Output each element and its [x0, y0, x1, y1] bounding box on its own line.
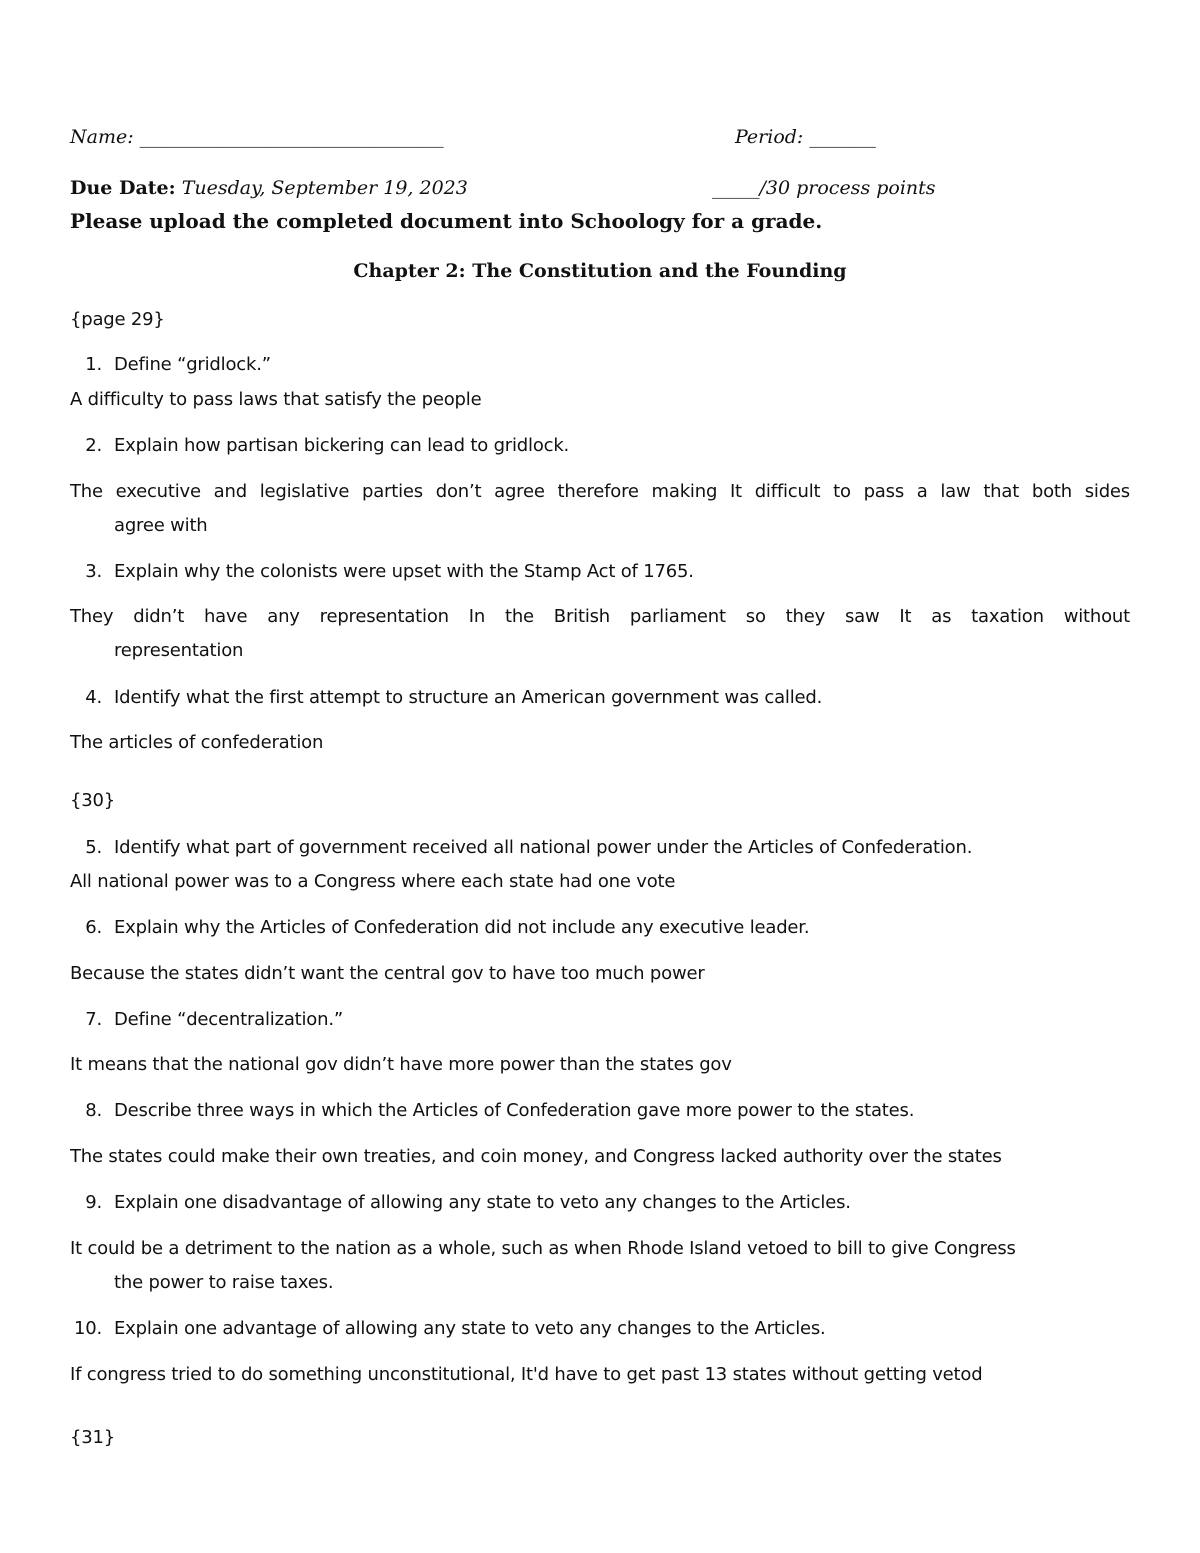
name-field: Name: ________________________________: [70, 126, 444, 148]
question-text: Identify what part of government received all national power under the Articles of Confederation.: [114, 837, 973, 858]
question-number: 5.: [85, 837, 102, 858]
answer-1: A difficulty to pass laws that satisfy the people: [70, 389, 482, 410]
question-number: 7.: [85, 1009, 102, 1030]
due-date-value: Tuesday, September 19, 2023: [181, 177, 468, 199]
question-text: Identify what the first attempt to structure an American government was called.: [114, 687, 823, 708]
answer-7: It means that the national gov didn’t have more power than the states gov: [70, 1054, 732, 1075]
upload-instruction: Please upload the completed document into Schoology for a grade.: [70, 209, 823, 233]
question-number: 3.: [85, 561, 102, 582]
question-5: [70, 836, 972, 860]
answer-6: Because the states didn’t want the central gov to have too much power: [70, 963, 705, 984]
due-date-label: Due Date:: [70, 177, 176, 199]
question-number: 4.: [85, 687, 102, 708]
answer-line: It could be a detriment to the nation as a whole, such as when Rhode Island vetoed to bill to give Congress: [70, 1238, 1016, 1259]
answer-line: They didn’t have any representation In the British parliament so they saw It as taxation without: [70, 606, 1130, 627]
question-number: 1.: [85, 354, 102, 375]
question-8: [70, 1099, 914, 1123]
question-text: Define “gridlock.”: [114, 354, 271, 375]
answer-5: All national power was to a Congress where each state had one vote: [70, 871, 676, 892]
question-text: Explain how partisan bickering can lead to gridlock.: [114, 435, 570, 456]
question-3: [70, 560, 694, 584]
chapter-title: Chapter 2: The Constitution and the Founding: [353, 260, 847, 282]
question-text: Explain one advantage of allowing any state to veto any changes to the Articles.: [114, 1318, 826, 1339]
answer-line: representation: [114, 640, 244, 661]
question-number: 9.: [85, 1192, 102, 1213]
answer-line: The executive and legislative parties don’t agree therefore making It difficult to pass a law that both sides: [70, 481, 1130, 502]
question-number: 6.: [85, 917, 102, 938]
answer-4: The articles of confederation: [70, 732, 324, 753]
question-10: [70, 1317, 826, 1341]
question-9: [70, 1191, 851, 1215]
question-1: [70, 353, 271, 377]
process-points: _____/30 process points: [712, 177, 936, 199]
answer-line: the power to raise taxes.: [114, 1272, 334, 1293]
due-date-line: [70, 176, 468, 200]
question-2: [70, 434, 569, 458]
page-ref-29: {page 29}: [70, 309, 165, 330]
answer-line: agree with: [114, 515, 208, 536]
answer-3: [70, 600, 1130, 668]
question-number: 2.: [85, 435, 102, 456]
answer-9: [70, 1232, 1130, 1300]
question-text: Explain one disadvantage of allowing any state to veto any changes to the Articles.: [114, 1192, 851, 1213]
period-field: Period: _______: [735, 126, 876, 148]
question-text: Describe three ways in which the Articles of Confederation gave more power to the states.: [114, 1100, 915, 1121]
answer-2: [70, 475, 1130, 543]
question-4: [70, 686, 822, 710]
answer-10: If congress tried to do something unconstitutional, It'd have to get past 13 states without getting vetod: [70, 1364, 983, 1385]
question-text: Define “decentralization.”: [114, 1009, 343, 1030]
question-text: Explain why the colonists were upset with the Stamp Act of 1765.: [114, 561, 694, 582]
page-ref-31: {31}: [70, 1427, 116, 1448]
question-7: [70, 1008, 343, 1032]
page-ref-30: {30}: [70, 790, 116, 811]
answer-8: The states could make their own treaties, and coin money, and Congress lacked authority over the states: [70, 1146, 1002, 1167]
question-number: 8.: [85, 1100, 102, 1121]
question-number: 10.: [73, 1318, 102, 1339]
question-6: [70, 916, 809, 940]
question-text: Explain why the Articles of Confederation did not include any executive leader.: [114, 917, 810, 938]
